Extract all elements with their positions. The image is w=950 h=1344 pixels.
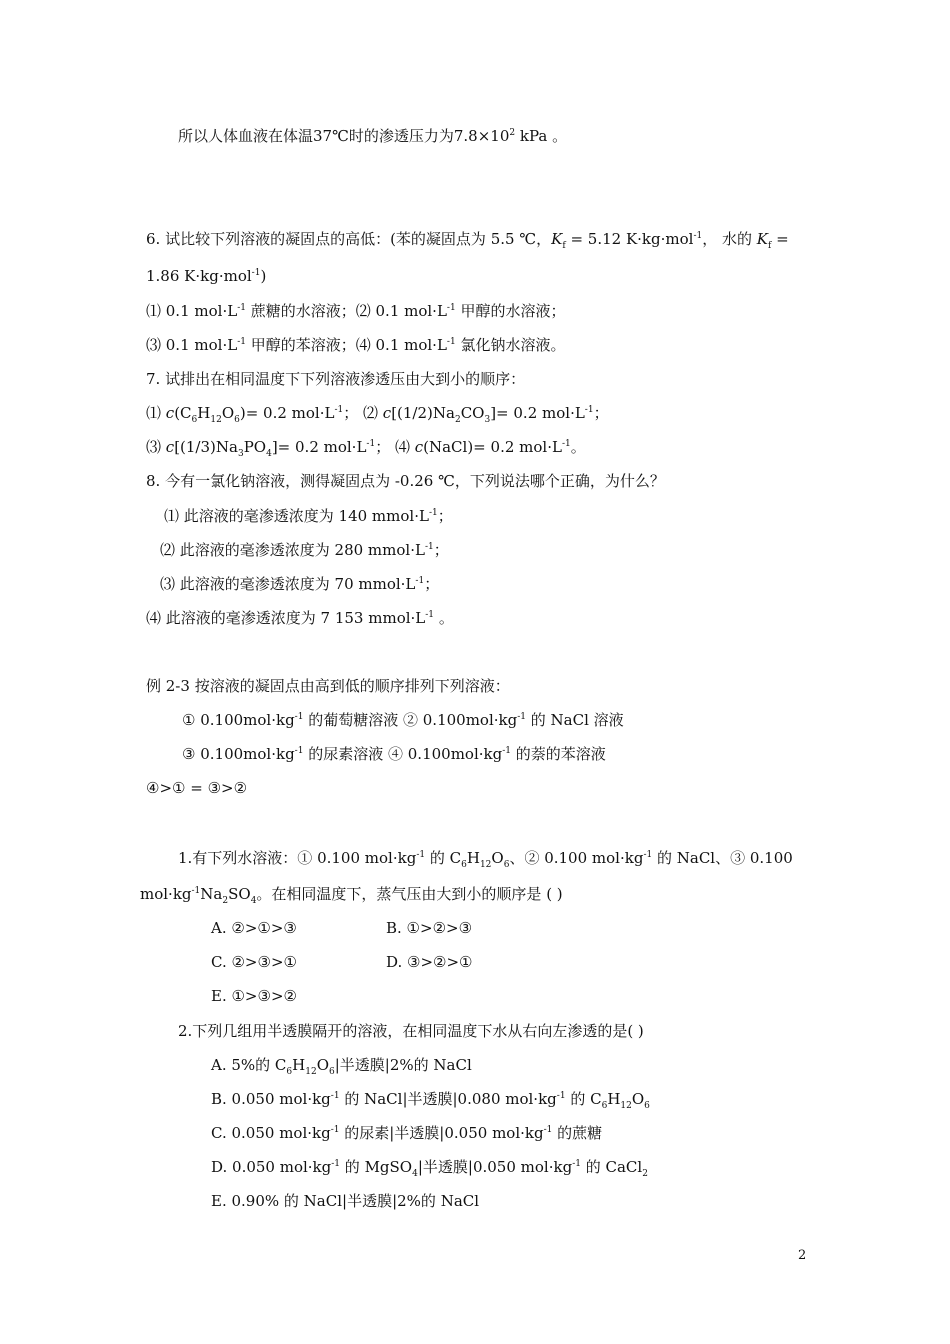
- mc1-option-c: C. ②>③>①: [211, 953, 297, 971]
- mc2-option-d: D. 0.050 $mol\cdot kg^{-1}$ 的 MgSO$_4$|半透膜|0.050 $mol\cdot kg^{-1}$ 的 CaCl$_2$: [211, 1158, 648, 1179]
- mc1-line2: $mol\cdot kg^{-1}Na_2SO_4$。在相同温度下，蒸气压由大到小的顺序是 ( ): [140, 885, 563, 906]
- page-number: 2: [798, 1248, 807, 1263]
- example-2-3-answer: ④>① = ③>②: [146, 779, 248, 797]
- mc2-option-b: B. 0.050 $mol\cdot kg^{-1}$ 的 NaCl|半透膜|0.080 $mol\cdot kg^{-1}$ 的 $C_6H_{12}O_6$: [211, 1090, 650, 1111]
- mc2-title: 2.下列几组用半透膜隔开的溶液，在相同温度下水从右向左渗透的是( ): [178, 1022, 644, 1040]
- q6-line2: 1.86 K·kg·mol$^{-1}$): [146, 267, 267, 285]
- q6-options-3-4: ⑶ 0.1 $mol\cdot L^{-1}$ 甲醇的苯溶液；⑷ 0.1 $mol\cdot L^{-1}$ 氯化钠水溶液。: [146, 336, 566, 354]
- mc1-option-d: D. ③>②>①: [386, 953, 473, 971]
- q7-options-3-4: ⑶ $c[(1/3)Na_3PO_4]= 0.2$ $mol\cdot L^{-1}$； ⑷ c(NaCl)= 0.2 $mol\cdot L^{-1}$。: [146, 438, 586, 459]
- mc1-option-e: E. ①>③>②: [211, 987, 297, 1005]
- mc2-option-c: C. 0.050 $mol\cdot kg^{-1}$ 的尿素|半透膜|0.050 $mol\cdot kg^{-1}$ 的蔗糖: [211, 1124, 603, 1142]
- mc2-option-a: A. 5%的 $C_6H_{12}O_6|$半透膜|2%的 NaCl: [211, 1056, 472, 1077]
- q8-option-1: ⑴ 此溶液的毫渗透浓度为 140 $mmol\cdot L^{-1}$；: [164, 507, 453, 525]
- mc2-option-e: E. 0.90% 的 NaCl|半透膜|2%的 NaCl: [211, 1192, 480, 1210]
- mc1-line1: 1.有下列水溶液：① 0.100 $mol\cdot kg^{-1}$ 的 $C_6H_{12}O_6$、② 0.100 $mol\cdot kg^{-1}$ 的 NaCl、③ 0.100: [178, 849, 793, 870]
- mc1-option-a: A. ②>①>③: [211, 919, 297, 937]
- intro-line: 所以人体血液在体温37℃时的渗透压力为$7.8\times 10^2$ kPa 。: [178, 127, 568, 145]
- example-2-3-line2: ③ $0.100mol\cdot kg^{-1}$ 的尿素溶液 ④ $0.100mol\cdot kg^{-1}$ 的萘的苯溶液: [182, 745, 606, 763]
- q8-title: 8. 今有一氯化钠溶液，测得凝固点为 -0.26 ℃，下列说法哪个正确，为什么？: [146, 472, 665, 490]
- q8-option-4: ⑷ 此溶液的毫渗透浓度为 7 153 $mmol\cdot L^{-1}$ 。: [146, 609, 454, 627]
- q7-options-1-2: ⑴ $c(C_6H_{12}O_6)= 0.2$ $mol\cdot L^{-1}$； ⑵ $c[(1/2)Na_2CO_3]= 0.2$ $mol\cdot L^{-1}$；: [146, 404, 609, 425]
- q6-line1: 6. 试比较下列溶液的凝固点的高低：(苯的凝固点为 5.5 ℃，$K_f = 5.12$ K·kg·mol$^{-1}$， 水的 $K_f$ =: [146, 230, 789, 251]
- q8-option-3: ⑶ 此溶液的毫渗透浓度为 70 $mmol\cdot L^{-1}$；: [160, 575, 440, 593]
- example-2-3-line1: ① $0.100mol\cdot kg^{-1}$ 的葡萄糖溶液 ② $0.100mol\cdot kg^{-1}$ 的 NaCl 溶液: [182, 711, 624, 729]
- q8-option-2: ⑵ 此溶液的毫渗透浓度为 280 $mmol\cdot L^{-1}$；: [160, 541, 449, 559]
- q7-title: 7. 试排出在相同温度下下列溶液渗透压由大到小的顺序：: [146, 370, 526, 388]
- q6-options-1-2: ⑴ 0.1 $mol\cdot L^{-1}$ 蔗糖的水溶液；⑵ 0.1 $mol\cdot L^{-1}$ 甲醇的水溶液；: [146, 302, 566, 320]
- mc1-option-b: B. ①>②>③: [386, 919, 473, 937]
- example-2-3-title: 例 2-3 按溶液的凝固点由高到低的顺序排列下列溶液：: [146, 677, 510, 695]
